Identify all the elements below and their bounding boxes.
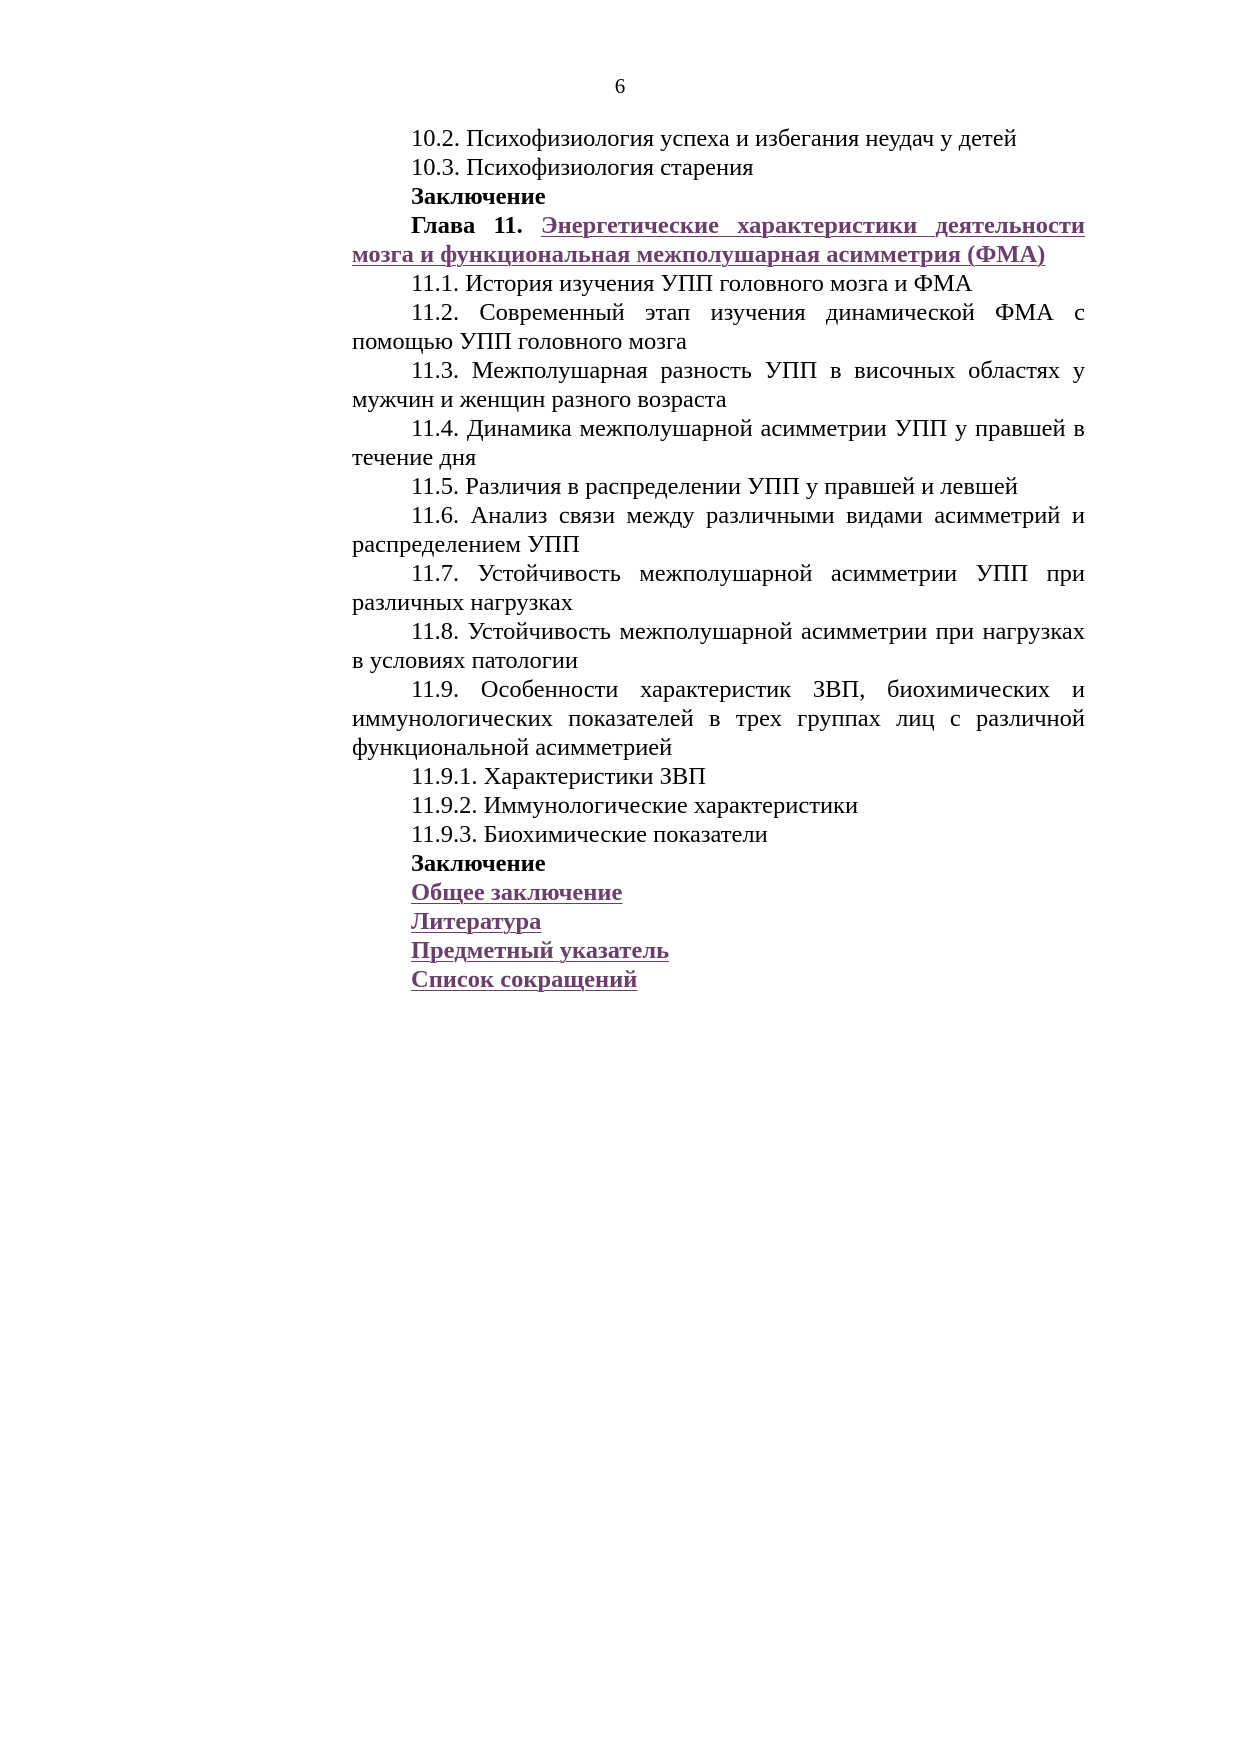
literature-link[interactable]: Литература <box>411 908 542 935</box>
toc-entry-11-2[interactable]: 11.2. Современный этап изучения динамической ФМА с помощью УПП головного мозга <box>352 299 1085 355</box>
toc-entry-10-3[interactable]: 10.3. Психофизиология старения <box>411 154 754 181</box>
toc-entry-11-9-3[interactable]: 11.9.3. Биохимические показатели <box>411 821 768 848</box>
toc-entry-11-9-1[interactable]: 11.9.1. Характеристики ЗВП <box>411 763 706 790</box>
abbreviations-link[interactable]: Список сокращений <box>411 966 638 993</box>
toc-entry-11-6[interactable]: 11.6. Анализ связи между различными видами асимметрий и распределением УПП <box>352 502 1085 558</box>
page-number: 6 <box>614 74 626 98</box>
table-of-contents <box>352 124 1085 994</box>
toc-abbreviations <box>352 965 1085 994</box>
toc-entry-conclusion-10[interactable]: Заключение <box>411 183 546 210</box>
chapter-11-title-link[interactable]: Энергетические характеристики деятельности мозга и функциональная межполушарная асимметрия (ФМА) <box>352 212 1086 268</box>
toc-chapter-11 <box>352 211 1085 269</box>
toc-entry-11-5[interactable]: 11.5. Различия в распределении УПП у правшей и левшей <box>411 473 1018 500</box>
toc-general-conclusion <box>352 878 1085 907</box>
subject-index-link[interactable]: Предметный указатель <box>411 937 670 964</box>
toc-entry-10-2[interactable]: 10.2. Психофизиология успеха и избегания неудач у детей <box>411 125 1017 152</box>
general-conclusion-link[interactable]: Общее заключение <box>411 879 623 906</box>
chapter-11-prefix: Глава 11. <box>411 212 523 239</box>
toc-entry-11-3[interactable]: 11.3. Межполушарная разность УПП в височных областях у мужчин и женщин разного возраста <box>352 357 1085 413</box>
toc-literature <box>352 907 1085 936</box>
toc-entry-11-1[interactable]: 11.1. История изучения УПП головного мозга и ФМА <box>411 270 973 297</box>
toc-entry-11-9[interactable]: 11.9. Особенности характеристик ЗВП, биохимических и иммунологических показателей в трех группах лиц с различной функциональной асимметрией <box>352 676 1085 761</box>
toc-entry-11-8[interactable]: 11.8. Устойчивость межполушарной асимметрии при нагрузках в условиях патологии <box>352 618 1085 674</box>
toc-entry-11-9-2[interactable]: 11.9.2. Иммунологические характеристики <box>411 792 859 819</box>
toc-entry-conclusion-11[interactable]: Заключение <box>411 850 546 877</box>
toc-entry-11-7[interactable]: 11.7. Устойчивость межполушарной асимметрии УПП при различных нагрузках <box>352 560 1085 616</box>
toc-entry-11-4[interactable]: 11.4. Динамика межполушарной асимметрии УПП у правшей в течение дня <box>352 415 1085 471</box>
toc-subject-index <box>352 936 1085 965</box>
